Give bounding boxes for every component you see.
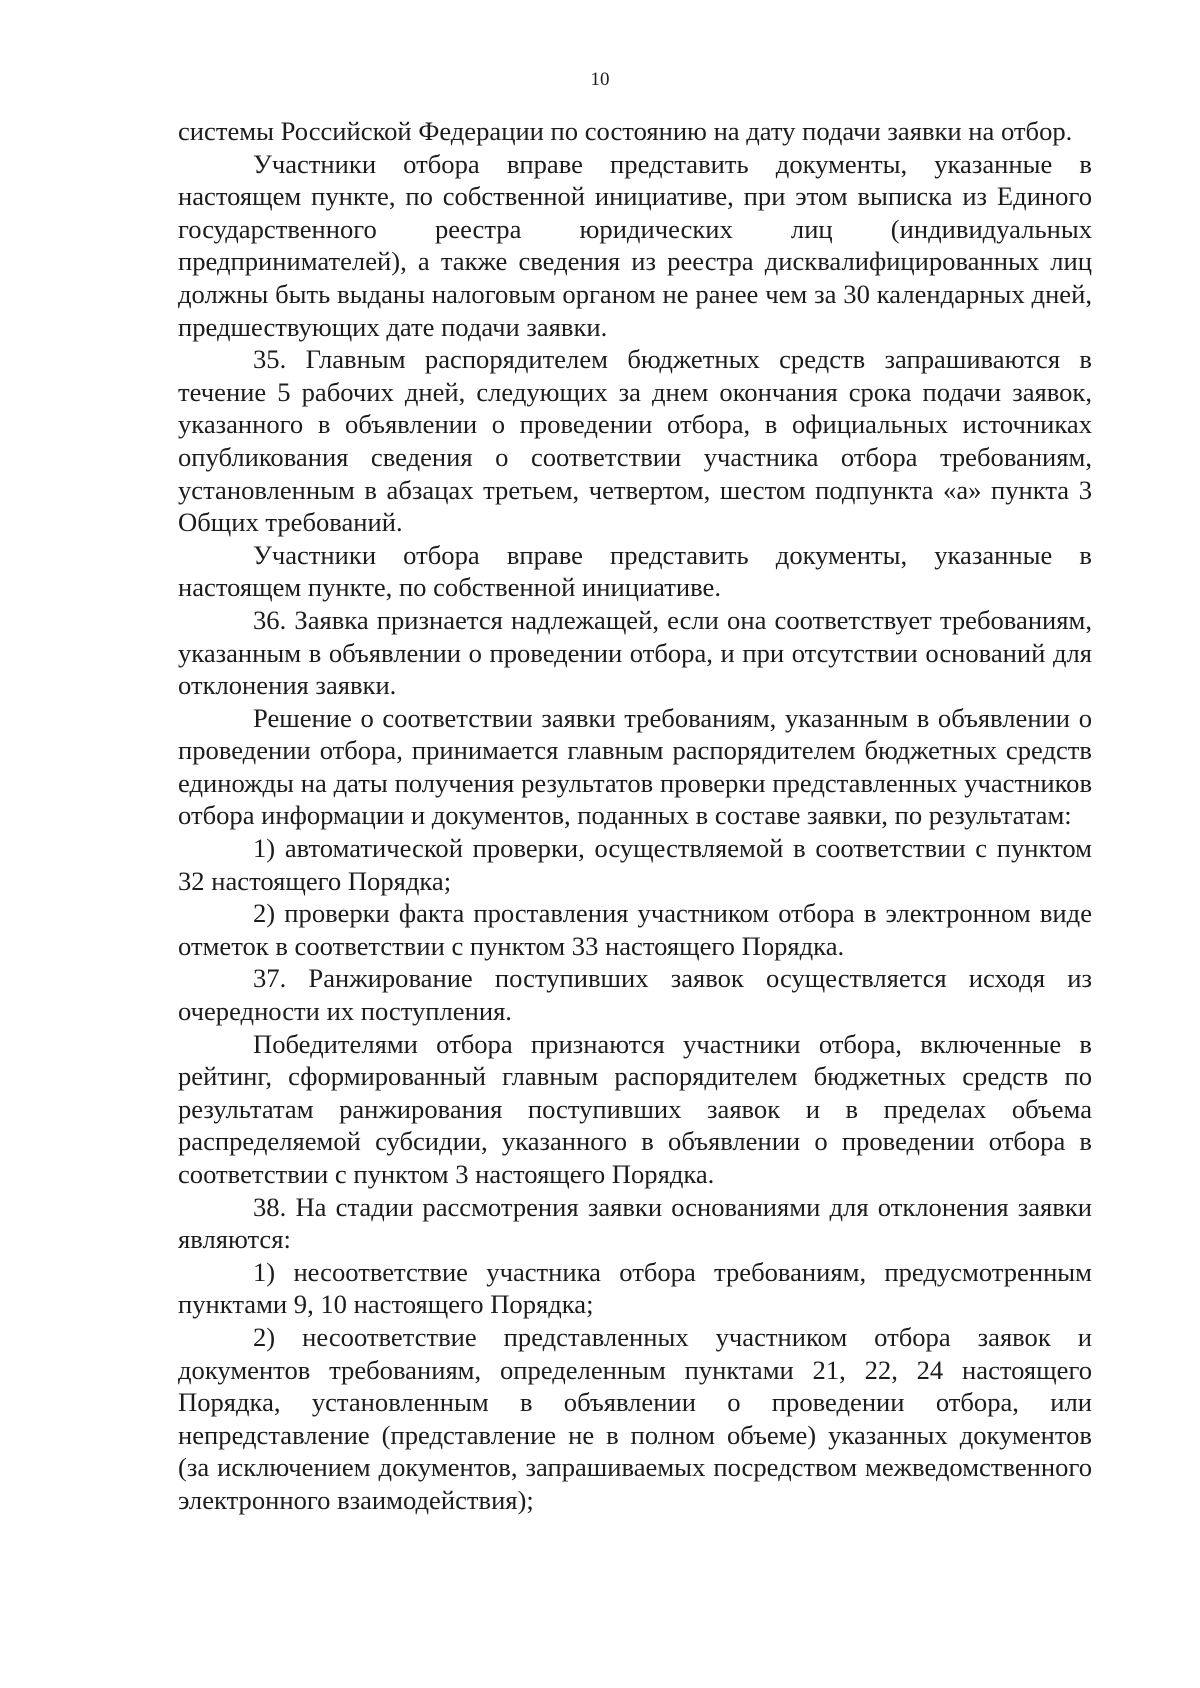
paragraph-10: 38. На стадии рассмотрения заявки основаниями для отклонения заявки являются:	[178, 1191, 1092, 1255]
paragraph-12: 2) несоответствие представленных участником отбора заявок и документов требованиям, определенным пунктами 21, 22, 24 настоящего Порядка, установленным в объявлении о проведении отбора, или непредставление (представление не в полном объеме) указанных документов (за исключением документов, запрашиваемых посредством межведомственного электронного взаимодействия);	[178, 1321, 1092, 1515]
document-body	[178, 115, 1092, 1517]
page-number: 10	[590, 69, 610, 90]
paragraph-7: 2) проверки факта проставления участником отбора в электронном виде отметок в соответствии с пунктом 33 настоящего Порядка.	[178, 898, 1092, 961]
paragraph-9: Победителями отбора признаются участники отбора, включенные в рейтинг, сформированный главным распорядителем бюджетных средств по результатам ранжирования поступивших заявок и в пределах объема распределяемой субсидии, указанного в объявлении о проведении отбора в соответствии с пунктом 3 настоящего Порядка.	[178, 1028, 1092, 1189]
paragraph-1: Участники отбора вправе представить документы, указанные в настоящем пункте, по собственной инициативе, при этом выписка из Единого государственного реестра юридических лиц (индивидуальных предпринимателей), а также сведения из реестра дисквалифицированных лиц должны быть выданы налоговым органом не ранее чем за 30 календарных дней, предшествующих дате подачи заявки.	[178, 148, 1092, 342]
paragraph-8: 37. Ранжирование поступивших заявок осуществляется исходя из очередности их поступления.	[178, 963, 1092, 1027]
paragraph-6: 1) автоматической проверки, осуществляемой в соответствии с пунктом 32 настоящего Порядка;	[178, 833, 1092, 896]
paragraph-2: 35. Главным распорядителем бюджетных средств запрашиваются в течение 5 рабочих дней, следующих за днем окончания срока подачи заявок, указанного в объявлении о проведении отбора, в официальных источниках опубликования сведения о соответствии участника отбора требованиям, установленным в абзацах третьем, четвертом, шестом подпункта «а» пункта 3 Общих требований.	[178, 344, 1092, 538]
paragraph-3: Участники отбора вправе представить документы, указанные в настоящем пункте, по собственной инициативе.	[178, 539, 1092, 603]
paragraph-11: 1) несоответствие участника отбора требованиям, предусмотренным пунктами 9, 10 настоящего Порядка;	[178, 1256, 1092, 1320]
paragraph-5: Решение о соответствии заявки требованиям, указанным в объявлении о проведении отбора, принимается главным распорядителем бюджетных средств единожды на даты получения результатов проверки представленных участников отбора информации и документов, поданных в составе заявки, по результатам:	[178, 702, 1092, 831]
paragraph-4: 36. Заявка признается надлежащей, если она соответствует требованиям, указанным в объявлении о проведении отбора, и при отсутствии оснований для отклонения заявки.	[178, 604, 1092, 701]
paragraph-0: системы Российской Федерации по состоянию на дату подачи заявки на отбор.	[178, 116, 1073, 146]
